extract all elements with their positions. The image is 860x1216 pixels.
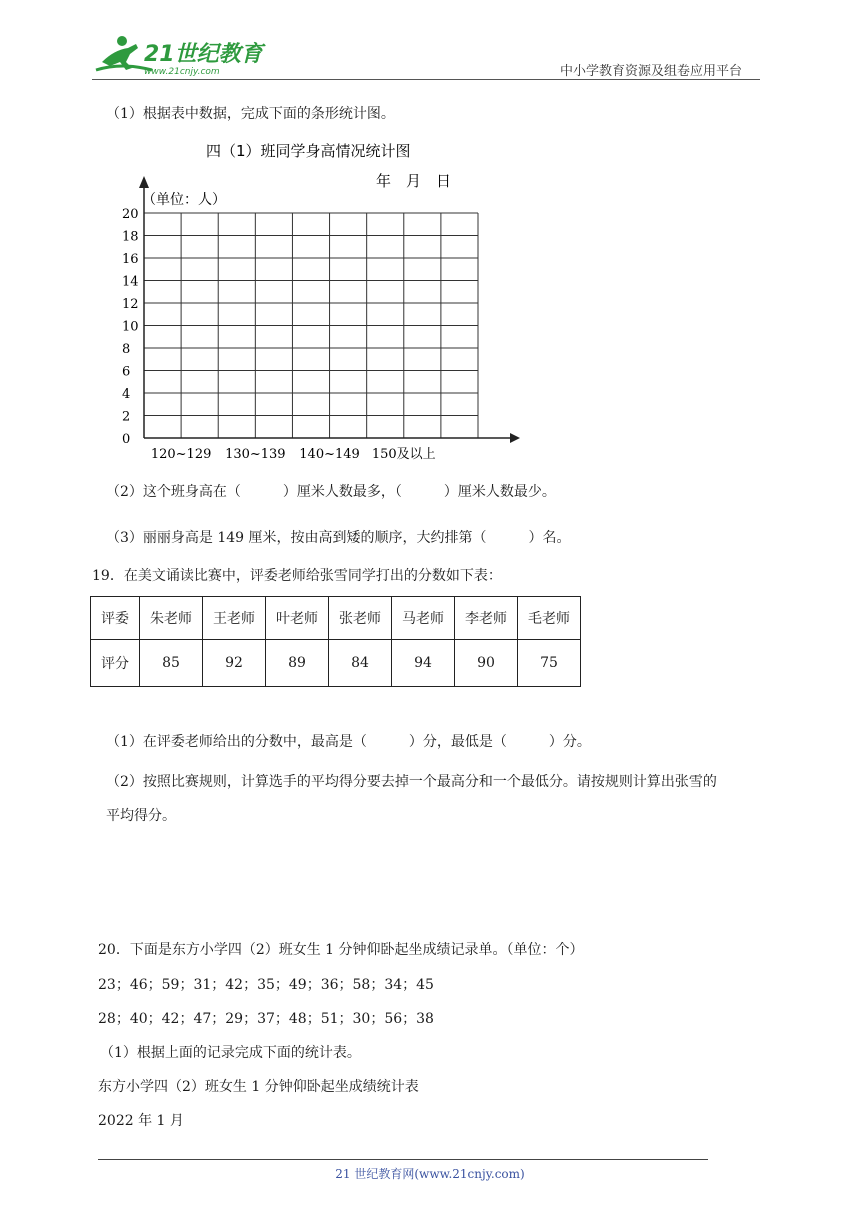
y-axis-arrow	[139, 176, 149, 188]
judge-cell: 叶老师	[266, 597, 329, 640]
q19-part2-line2: 平均得分。	[106, 808, 176, 824]
svg-text:www.21cnjy.com: www.21cnjy.com	[144, 67, 220, 77]
score-cell: 94	[392, 640, 455, 687]
score-cell: 92	[203, 640, 266, 687]
site-tagline: 中小学教育资源及组卷应用平台	[560, 64, 743, 79]
x-tick-label: 150及以上	[371, 447, 436, 462]
table-row	[91, 597, 581, 640]
x-tick-label: 130~139	[225, 447, 286, 462]
y-tick-label: 6	[122, 364, 131, 380]
x-tick-label: 140~149	[299, 447, 360, 462]
judge-cell: 毛老师	[518, 597, 581, 640]
y-tick-label: 12	[122, 297, 139, 312]
q20-table-date: 2022 年 1 月	[98, 1113, 184, 1129]
score-cell: 84	[329, 640, 392, 687]
bar-chart	[110, 136, 530, 466]
y-tick-label: 4	[122, 387, 131, 402]
judge-cell: 马老师	[392, 597, 455, 640]
x-axis-arrow	[510, 433, 520, 443]
chart-date: 年 月 日	[376, 172, 452, 190]
y-tick-label: 10	[122, 319, 139, 335]
score-cell: 89	[266, 640, 329, 687]
bar-chart-canvas	[110, 136, 530, 466]
y-tick-label: 8	[122, 342, 131, 357]
judge-cell: 朱老师	[140, 597, 203, 640]
judge-cell: 张老师	[329, 597, 392, 640]
y-tick-label: 20	[122, 207, 139, 222]
q20-intro: 20．下面是东方小学四（2）班女生 1 分钟仰卧起坐成绩记录单。（单位：个）	[98, 942, 584, 958]
y-tick-label: 16	[122, 252, 139, 267]
score-cell: 85	[140, 640, 203, 687]
header-divider	[92, 79, 760, 80]
y-tick-label: 2	[122, 409, 131, 425]
y-tick-label: 0	[122, 432, 131, 447]
score-cell: 90	[455, 640, 518, 687]
q20-table-title: 东方小学四（2）班女生 1 分钟仰卧起坐成绩统计表	[98, 1079, 419, 1095]
q19-intro: 19．在美文诵读比赛中，评委老师给张雪同学打出的分数如下表：	[92, 568, 502, 584]
row-header-judge: 评委	[91, 597, 140, 640]
svg-text:21世纪教育: 21世纪教育	[144, 42, 263, 67]
row-header-score: 评分	[91, 640, 140, 687]
q20-data-line2: 28；40；42；47；29；37；48；51；30；56；38	[98, 1011, 434, 1027]
score-cell: 75	[518, 640, 581, 687]
x-tick-label: 120~129	[150, 447, 212, 462]
q18-part1: （1）根据表中数据，完成下面的条形统计图。	[106, 106, 395, 122]
chart-title: 四（1）班同学身高情况统计图	[206, 142, 411, 160]
score-table	[90, 596, 581, 687]
table-row	[91, 640, 581, 687]
y-tick-label: 14	[122, 274, 139, 290]
q20-part1: （1）根据上面的记录完成下面的统计表。	[100, 1045, 361, 1061]
footer-divider	[98, 1159, 708, 1160]
site-logo	[92, 32, 267, 82]
q20-data-line1: 23；46；59；31；42；35；49；36；58；34；45	[98, 977, 434, 993]
q19-part1: （1）在评委老师给出的分数中，最高是（ ）分，最低是（ ）分。	[106, 734, 591, 750]
judge-cell: 王老师	[203, 597, 266, 640]
q18-part2: （2）这个班身高在（ ）厘米人数最多，（ ）厘米人数最少。	[106, 484, 556, 500]
q18-part3: （3）丽丽身高是 149 厘米，按由高到矮的顺序，大约排第（ ）名。	[106, 530, 571, 546]
footer-text: 21 世纪教育网(www.21cnjy.com)	[335, 1167, 525, 1181]
y-tick-label: 18	[122, 229, 139, 245]
q19-part2-line1: （2）按照比赛规则，计算选手的平均得分要去掉一个最高分和一个最低分。请按规则计算出张雪的	[106, 774, 717, 790]
judge-cell: 李老师	[455, 597, 518, 640]
y-unit-label: （单位：人）	[142, 192, 226, 208]
